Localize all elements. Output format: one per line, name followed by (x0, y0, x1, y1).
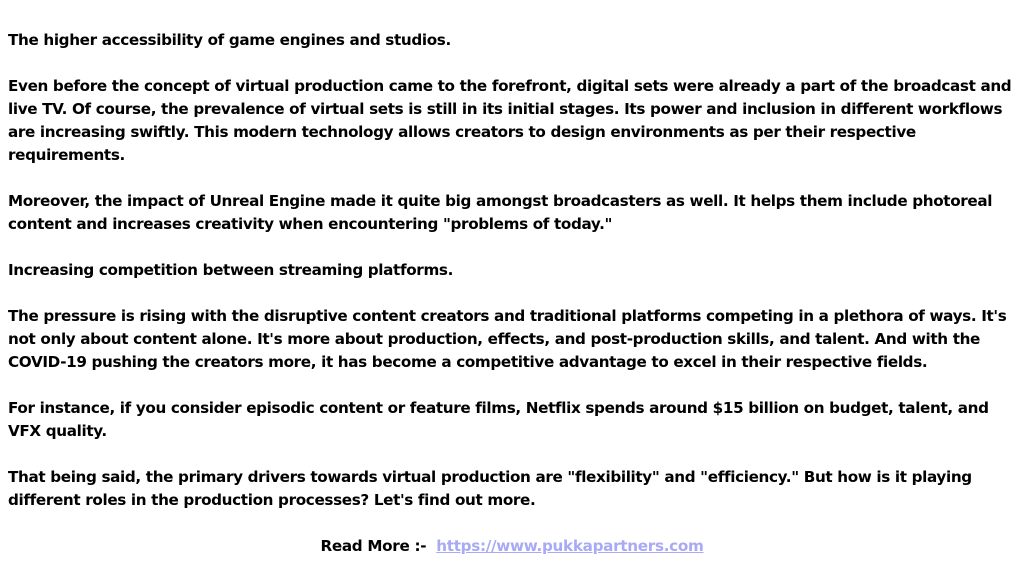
section-heading-streaming-competition: Increasing competition between streaming platforms. (8, 261, 454, 279)
section-heading-game-engines: The higher accessibility of game engines and studios. (8, 31, 451, 49)
paragraph-virtual-sets: Even before the concept of virtual production came to the forefront, digital sets were already a part of the broadcast and live TV. Of course, the prevalence of virtual sets is still in its initial stages. Its power and inclusion in different workflows are increasing swiftly. This modern technology allows creators to design environments as per their respective requirements. (8, 77, 1012, 164)
paragraph-netflix-spending: For instance, if you consider episodic content or feature films, Netflix spends around $15 billion on budget, talent, and VFX quality. (8, 399, 989, 440)
article-body (8, 29, 1014, 535)
paragraph-unreal-engine: Moreover, the impact of Unreal Engine made it quite big amongst broadcasters as well. It helps them include photoreal content and increases creativity when encountering "problems of today." (8, 192, 993, 233)
read-more-line (0, 535, 1024, 558)
paragraph-primary-drivers: That being said, the primary drivers towards virtual production are "flexibility" and "efficiency." But how is it playing different roles in the production processes? Let's find out more. (8, 468, 972, 509)
read-more-link[interactable]: https://www.pukkapartners.com (436, 537, 704, 555)
read-more-label: Read More :- (320, 537, 427, 555)
paragraph-pressure-rising: The pressure is rising with the disruptive content creators and traditional platforms competing in a plethora of ways. It's not only about content alone. It's more about production, effects, and post-production skills, and talent. And with the COVID-19 pushing the creators more, it has become a competitive advantage to excel in their respective fields. (8, 307, 1007, 371)
